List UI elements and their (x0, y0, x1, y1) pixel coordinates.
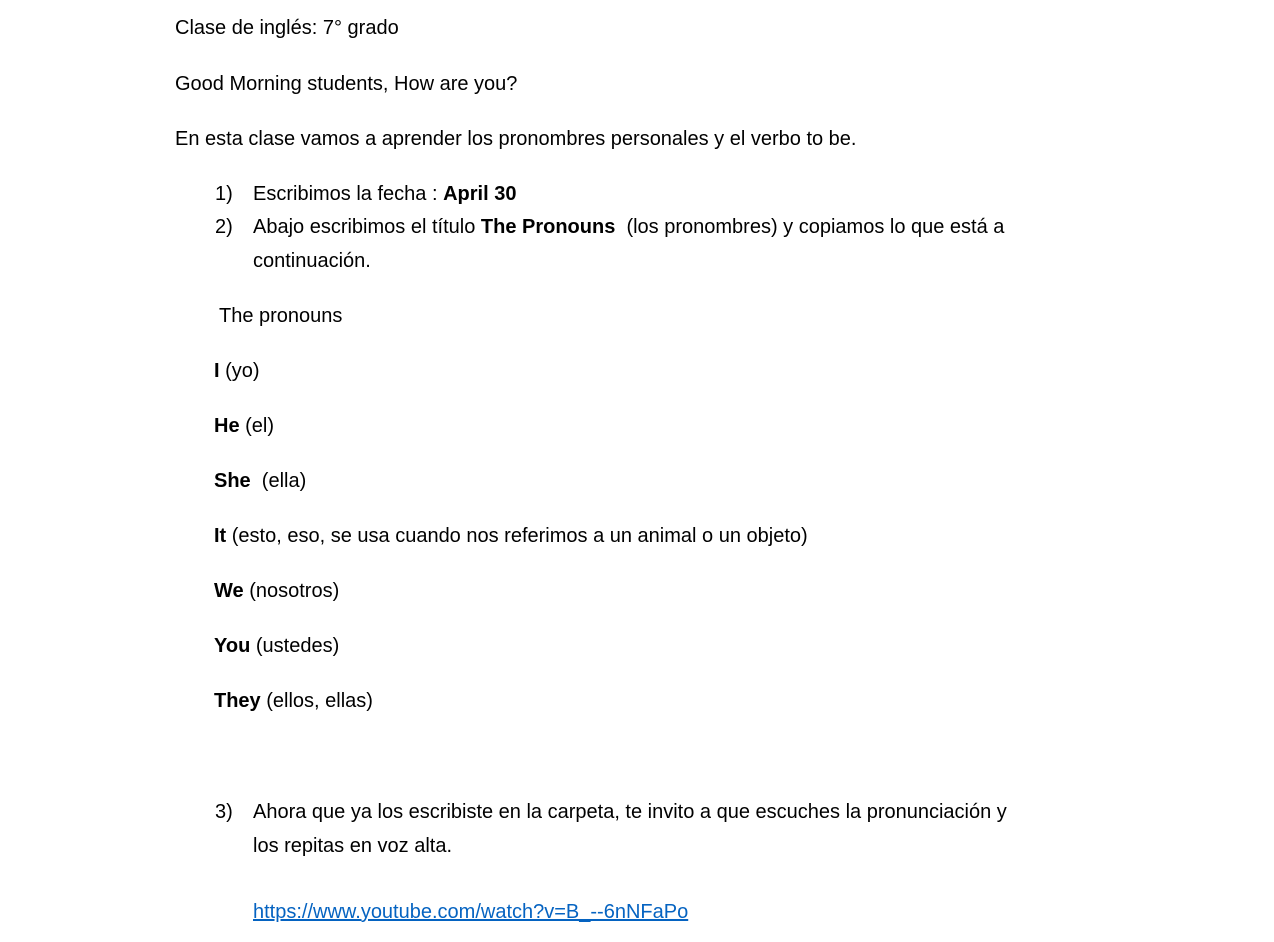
pronoun-word: They (214, 690, 261, 712)
step-3-line1: Ahora que ya los escribiste en la carpeta, te invito a que escuches la pronunciación y (253, 801, 1007, 823)
pronoun-meaning: (ellos, ellas) (260, 690, 373, 712)
class-title: Clase de inglés: 7° grado (175, 17, 399, 39)
step-2-text-after: (los pronombres) y copiamos lo que está a (615, 216, 1005, 238)
pronoun-word: It (214, 525, 227, 547)
step-1-text (253, 182, 516, 206)
youtube-video-link[interactable]: https://www.youtube.com/watch?v=B_--6nNFaPo (253, 901, 689, 923)
pronouns-title: The pronouns (219, 305, 343, 327)
pronoun-meaning: (el) (239, 415, 275, 437)
step-2-number: 2) (215, 216, 233, 238)
intro-paragraph: En esta clase vamos a aprender los pronombres personales y el verbo to be. (175, 128, 857, 150)
pronoun-item-he (214, 414, 274, 438)
pronoun-word: You (214, 635, 251, 657)
step-2-text (253, 215, 1004, 239)
pronoun-word: She (214, 470, 251, 492)
pronoun-word: He (214, 415, 240, 437)
pronoun-item-she (214, 469, 306, 493)
pronoun-meaning: (esto, eso, se usa cuando nos referimos a un animal o un objeto) (226, 525, 808, 547)
pronoun-item-we (214, 579, 339, 603)
step-1-number: 1) (215, 183, 233, 205)
pronoun-meaning: (yo) (219, 360, 260, 382)
pronoun-meaning: (ustedes) (250, 635, 340, 657)
step-1-text-before: Escribimos la fecha : (253, 183, 444, 205)
pronoun-item-they (214, 689, 373, 713)
video-link-wrapper (253, 900, 688, 924)
step-2-title-bold: The Pronouns (480, 216, 616, 238)
pronoun-item-you (214, 634, 339, 658)
greeting: Good Morning students, How are you? (175, 73, 518, 95)
pronoun-word: I (214, 360, 220, 382)
pronoun-item-i (214, 359, 260, 383)
step-1-date: April 30 (443, 183, 517, 205)
pronoun-word: We (214, 580, 244, 602)
step-2-text-before: Abajo escribimos el título (253, 216, 481, 238)
step-3-line2: los repitas en voz alta. (253, 835, 452, 857)
pronoun-meaning: (nosotros) (243, 580, 340, 602)
pronoun-item-it (214, 524, 808, 548)
step-3-number: 3) (215, 801, 233, 823)
step-2-line2: continuación. (253, 250, 371, 272)
pronoun-meaning: (ella) (250, 470, 307, 492)
